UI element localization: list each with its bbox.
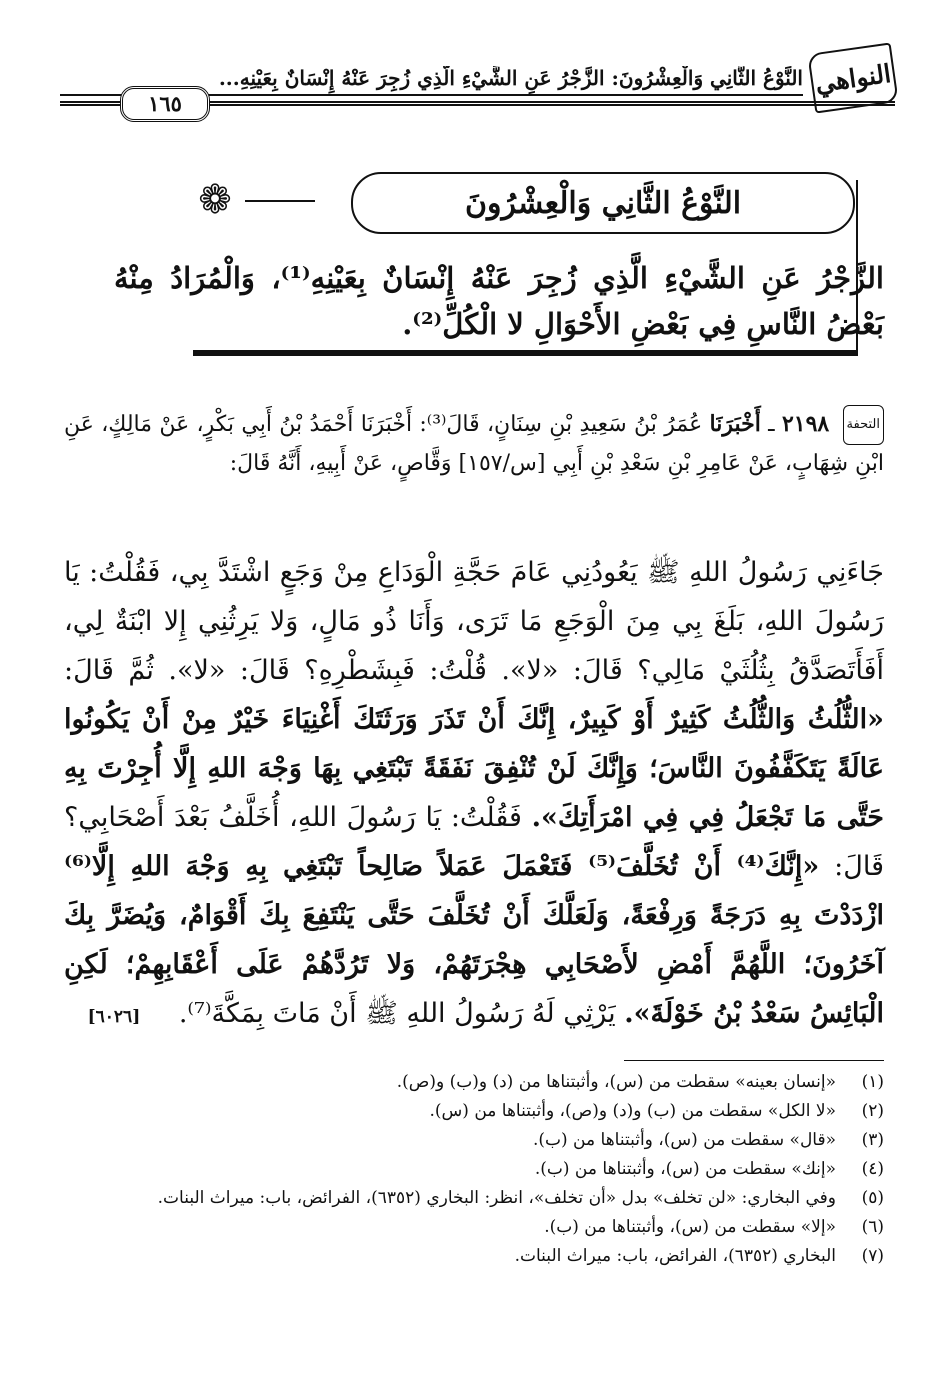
matn-part-4: «إِنَّكَ⁽⁴⁾ أَنْ تُخَلَّفَ⁽⁵⁾ فَتَعْمَلَ عَمَلاً صَالِحاً تَبْتَغِي بِهِ وَجْهَ اللهِ إِلَّا⁽⁶⁾ ازْدَدْتَ بِهِ دَرَجَةً وَرِفْعَةً، وَلَعَلَّكَ أَنْ تُخَلَّفَ حَتَّى يَنْتَفِعَ بِكَ أَقْوَامٌ، وَيُضَرَّ بِكَ آخَرُونَ؛ اللَّهُمَّ أَمْضِ لأَصْحَابِي هِجْرَتَهُمْ، وَلا تَرُدَّهُمْ عَلَى أَعْقَابِهِمْ؛ لَكِنِ الْبَائِسُ سَعْدُ بْنُ خَوْلَةَ». <box>64 851 884 1029</box>
footnote: (٦) «إلا» سقطت من (س)، وأثبتناها من (ب). <box>544 1217 884 1237</box>
hadith-isnad: التحفة ٢١٩٨ ـ أَخْبَرَنَا عُمَرُ بْنُ سَعِيدِ بْنِ سِنَانٍ، قَالَ⁽³⁾: أَخْبَرَنَا أَحْمَدُ بْنُ أَبِي بَكْرٍ، عَنْ مَالِكٍ، عَنِ ابْنِ شِهَابٍ، عَنْ عَامِرِ بْنِ سَعْدِ بْنِ أَبِي [س/١٥٧] وَقَّاصٍ، عَنْ أَبِيهِ، أَنَّهُ قَالَ: <box>64 405 884 483</box>
ornament-icon: ❁ <box>198 177 232 223</box>
footnote: (٤) «إنك» سقطت من (س)، وأثبتناها من (ب). <box>534 1159 884 1179</box>
running-title: النَّوْعُ الثَّانِي وَالْعِشْرُونَ: الزَّجْرُ عَنِ الشَّيْءِ الَّذِي زُجِرَ عَنْهُ إِنْسَانٌ بِعَيْنِهِ... <box>60 66 803 96</box>
isnad-text: عُمَرُ بْنُ سَعِيدِ بْنِ سِنَانٍ، قَالَ⁽³⁾: أَخْبَرَنَا أَحْمَدُ بْنُ أَبِي بَكْرٍ، عَنْ مَالِكٍ، عَنِ ابْنِ شِهَابٍ، عَنْ عَامِرِ بْنِ سَعْدِ بْنِ أَبِي [س/١٥٧] وَقَّاصٍ، عَنْ أَبِيهِ، أَنَّهُ قَالَ: <box>64 412 884 476</box>
tuhfa-mark: التحفة <box>843 405 884 445</box>
matn-part-2: «الثُّلُثُ وَالثُّلُثُ كَثِيرٌ أَوْ كَبِيرٌ، إِنَّكَ أَنْ تَذَرَ وَرَثَتَكَ أَغْنِيَاءَ خَيْرٌ مِنْ أَنْ يَكُونُوا عَالَةً يَتَكَفَّفُونَ النَّاسَ؛ وَإِنَّكَ لَنْ تُنْفِقَ نَفَقَةً تَبْتَغِي بِهَا وَجْهَ اللهِ إِلَّا أُجِرْتَ بِهِ حَتَّى مَا تَجْعَلُ فِي فِي امْرَأَتِكَ». <box>64 704 884 833</box>
footnote-rule <box>624 1060 884 1061</box>
chapter-title: النَّوْعُ الثَّانِي وَالْعِشْرُونَ <box>351 172 855 234</box>
matn-part-3: فَقُلْتُ: يَا رَسُولَ اللهِ، أُخَلَّفُ بَعْدَ أَصْحَابِي؟ قَالَ: <box>64 802 884 882</box>
hadith-verb: أَخْبَرَنَا <box>709 411 761 437</box>
matn-part-1: جَاءَنِي رَسُولُ اللهِ ﷺ يَعُودُنِي عَامَ حَجَّةِ الْوَدَاعِ مِنْ وَجَعٍ اشْتَدَّ بِي، فَقُلْتُ: يَا رَسُولَ اللهِ، بَلَغَ بِي مِنَ الْوَجَعِ مَا تَرَى، وَأَنَا ذُو مَالٍ، وَلا يَرِثُنِي إِلا ابْنَةٌ لِي، أَفَأَتَصَدَّقُ بِثُلُثَيْ مَالِي؟ قَالَ: «لا». قُلْتُ: فَبِشَطْرِهِ؟ قَالَ: «لا». ثُمَّ قَالَ: <box>64 557 884 686</box>
footnote: (٥) وفي البخاري: «لن تخلف» بدل «أن تخلف»، انظر: البخاري (٦٣٥٢)، الفرائض، باب: ميراث البنات. <box>157 1188 884 1208</box>
footnotes <box>64 1068 884 1271</box>
hadith-number: ٢١٩٨ <box>781 411 830 437</box>
intro-frame-bottom <box>193 350 858 356</box>
hadith-reference: [٦٠٢٦] <box>87 1007 141 1027</box>
footnote: (٢) «لا الكل» سقطت من (ب) و(د) و(ص)، وأثبتناها من (س). <box>429 1101 884 1121</box>
chapter-intro: الزَّجْرُ عَنِ الشَّيْءِ الَّذِي زُجِرَ عَنْهُ إِنْسَانٌ بِعَيْنِهِ⁽¹⁾، وَالْمُرَادُ مِنْهُ بَعْضُ النَّاسِ فِي بَعْضِ الأَحْوَالِ لا الْكُلِّ⁽²⁾. <box>114 261 884 341</box>
hadith-matn <box>64 548 884 1042</box>
footnote: (٣) «قال» سقطت من (س)، وأثبتناها من (ب). <box>532 1130 884 1150</box>
ornament-line <box>245 200 315 202</box>
page-header <box>60 48 895 120</box>
footnote: (١) «إنسان بعينه» سقطت من (س)، وأثبتناها من (د) و(ب) و(ص). <box>396 1072 884 1092</box>
matn-part-5: يَرْثِي لَهُ رَسُولُ اللهِ ﷺ أَنْ مَاتَ بِمَكَّةَ⁽⁷⁾. <box>178 998 616 1029</box>
header-logo: النواهي <box>807 42 899 113</box>
footnote: (٧) البخاري (٦٣٥٢)، الفرائض، باب: ميراث البنات. <box>514 1246 884 1266</box>
header-rule-left <box>60 101 120 106</box>
page-number: ١٦٥ <box>120 86 210 122</box>
header-rule-right <box>208 101 895 106</box>
